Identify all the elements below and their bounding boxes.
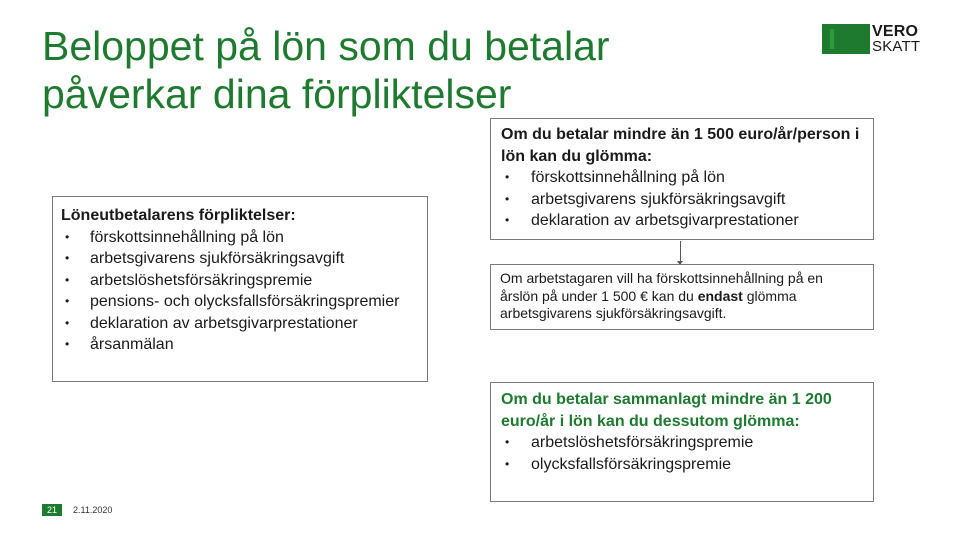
list-item-text: olycksfallsförsäkringspremie xyxy=(531,455,732,473)
employer-obligations-list xyxy=(61,227,419,356)
logo-text xyxy=(872,24,920,54)
under-1500-box xyxy=(490,118,874,240)
list-item-text: pensions- och olycksfallsförsäkringspremier xyxy=(90,293,400,310)
connector-arrow xyxy=(680,241,681,263)
bullet-icon: • xyxy=(65,294,70,308)
note-text-part: Om arbetstagaren vill ha förskottsinnehållning på en årslön på under 1 500 € kan du xyxy=(500,270,823,304)
list-item-text: arbetsgivarens sjukförsäkringsavgift xyxy=(531,190,786,208)
bullet-icon: • xyxy=(65,315,70,330)
slide-title xyxy=(42,22,742,118)
bullet-icon: • xyxy=(505,191,510,206)
bullet-icon: • xyxy=(505,435,510,449)
list-item-text: förskottsinnehållning på lön xyxy=(531,169,725,186)
list-item xyxy=(61,270,419,292)
under-1500-list xyxy=(501,167,863,232)
list-item-text: förskottsinnehållning på lön xyxy=(90,228,284,246)
vero-skatt-logo xyxy=(822,24,922,58)
list-item-text: arbetslöshetsförsäkringspremie xyxy=(531,434,754,451)
list-item xyxy=(501,454,863,476)
list-item xyxy=(501,167,863,189)
list-item xyxy=(501,189,863,211)
list-item-text: deklaration av arbetsgivarprestationer xyxy=(531,212,799,229)
list-item xyxy=(61,248,419,270)
employer-obligations-heading: Löneutbetalarens förpliktelser: xyxy=(61,207,296,224)
logo-text-line-2: SKATT xyxy=(872,38,921,55)
list-item-text: arbetslöshetsförsäkringspremie xyxy=(90,271,313,289)
bullet-icon: • xyxy=(65,251,70,265)
footer-date: 2.11.2020 xyxy=(73,505,113,515)
list-item xyxy=(61,313,419,335)
slide-title-line-1: Beloppet på lön som du betalar xyxy=(42,23,610,69)
list-item xyxy=(61,334,419,356)
under-1500-heading: Om du betalar mindre än 1 500 euro/år/person i lön kan du glömma: xyxy=(501,126,860,165)
bullet-icon: • xyxy=(65,229,70,244)
under-1200-list xyxy=(501,432,863,475)
note-emphasis: endast xyxy=(697,287,743,304)
bullet-icon: • xyxy=(65,337,70,351)
page-number-badge: 21 xyxy=(42,504,62,516)
withholding-note-box xyxy=(490,264,874,330)
list-item xyxy=(61,291,419,313)
bullet-icon: • xyxy=(65,272,70,287)
bullet-icon: • xyxy=(505,170,510,184)
logo-mark-icon xyxy=(822,24,870,54)
note-text-part: glömma arbetsgivarens sjukförsäkringsavgift. xyxy=(500,287,797,321)
list-item-text: arbetsgivarens sjukförsäkringsavgift xyxy=(90,250,345,267)
list-item-text: årsanmälan xyxy=(90,336,174,353)
slide-title-line-2: påverkar dina förpliktelser xyxy=(42,71,512,117)
logo-text-line-1: VERO xyxy=(872,23,919,40)
list-item xyxy=(61,227,419,249)
list-item-text: deklaration av arbetsgivarprestationer xyxy=(90,314,358,332)
under-1200-heading: Om du betalar sammanlagt mindre än 1 200 euro/år i lön kan du dessutom glömma: xyxy=(501,391,832,430)
list-item xyxy=(501,210,863,232)
bullet-icon: • xyxy=(505,213,510,227)
list-item xyxy=(501,432,863,454)
under-1200-box xyxy=(490,382,874,502)
withholding-note-text xyxy=(500,270,864,323)
bullet-icon: • xyxy=(505,456,510,471)
employer-obligations-box xyxy=(52,196,428,382)
